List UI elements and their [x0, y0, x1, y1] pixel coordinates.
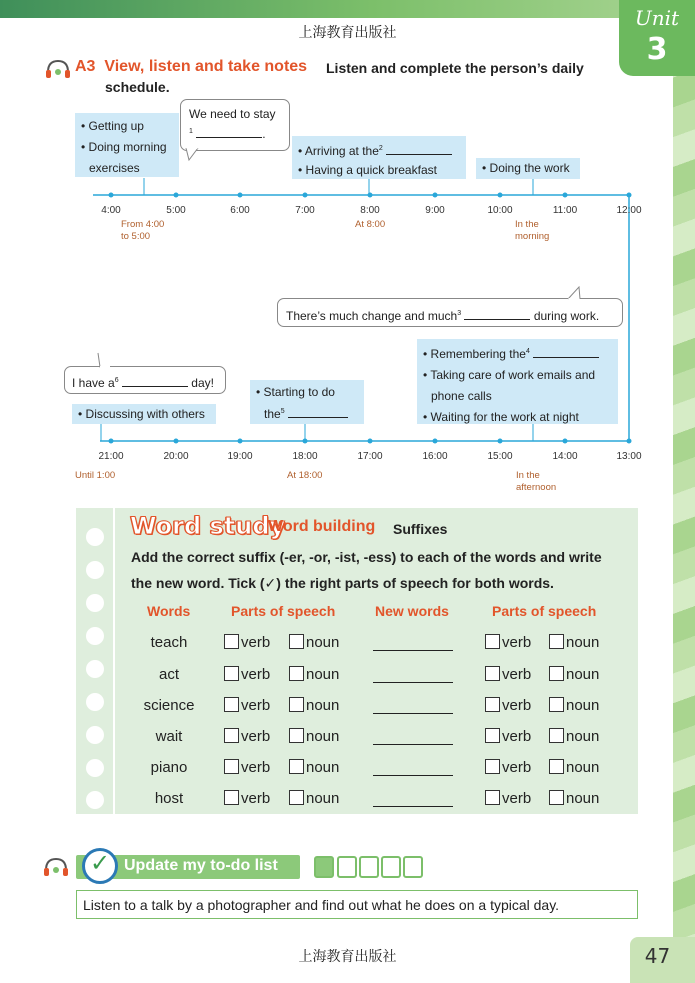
answer-blank-3[interactable] — [464, 308, 530, 320]
timeline-dot — [433, 439, 438, 444]
checkbox[interactable] — [549, 697, 564, 712]
timeline-dot — [627, 193, 632, 198]
timeline-tick-label: 10:00 — [487, 205, 513, 216]
timeline-dot — [498, 439, 503, 444]
checkbox[interactable] — [485, 790, 500, 805]
note-afternoon: • Remembering the$^4$ • Taking care of work emails and phone calls • Waiting for the work at night — [417, 339, 618, 424]
checkbox-label: noun — [306, 634, 340, 651]
note-early-morning: • Getting up • Doing morning exercises — [75, 113, 179, 177]
verb-checkbox[interactable] — [224, 790, 270, 808]
checkbox[interactable] — [289, 697, 304, 712]
noun-checkbox[interactable] — [289, 697, 339, 715]
word-study-word: science — [143, 697, 195, 714]
checkbox-label: verb — [241, 666, 271, 683]
checkbox-label: noun — [306, 728, 340, 745]
checkbox-label: verb — [502, 759, 532, 776]
publisher-bottom: 上海教育出版社 — [298, 949, 397, 965]
word-study-subtitle: Word building — [268, 518, 376, 535]
word-study-instructions — [131, 544, 631, 596]
noun-checkbox[interactable] — [289, 634, 339, 652]
timeline-dot — [368, 193, 373, 198]
speech-bubble-3 — [277, 298, 623, 327]
answer-blank-4[interactable] — [533, 346, 599, 358]
timeline-dot — [563, 193, 568, 198]
new-word-blank[interactable] — [373, 744, 453, 745]
note-arriving: • Arriving at the$^2$ • Having a quick breakfast — [292, 136, 466, 179]
checkbox[interactable] — [224, 666, 239, 681]
checkbox-label: verb — [502, 666, 532, 683]
sublabel-from — [121, 219, 164, 243]
notebook-hole — [86, 759, 104, 777]
timeline-dot — [109, 193, 114, 198]
bubble-text: during work. — [533, 309, 600, 323]
checkbox[interactable] — [224, 790, 239, 805]
sublabel-at8: At 8:00 — [355, 219, 386, 230]
new-word-blank[interactable] — [373, 806, 453, 807]
note-line: Discussing with others — [85, 407, 205, 421]
blank-number: 4 — [525, 348, 530, 355]
timeline-dot — [303, 439, 308, 444]
checkbox-label: verb — [502, 697, 532, 714]
todo-task: Listen to a talk by a photographer and find out what he does on a typical day. — [76, 890, 638, 919]
note-line: Waiting for the work at night — [430, 410, 579, 424]
checkbox[interactable] — [289, 634, 304, 649]
bubble-tail — [566, 286, 586, 300]
checkbox[interactable] — [549, 790, 564, 805]
timeline-dot — [174, 439, 179, 444]
checkbox-label: noun — [566, 728, 600, 745]
new-verb-checkbox[interactable] — [485, 728, 531, 746]
sublabel-morning — [515, 219, 549, 243]
checkbox-label: noun — [566, 697, 600, 714]
sublabel-at18: At 18:00 — [287, 470, 323, 481]
checkbox[interactable] — [485, 759, 500, 774]
note-work: • Doing the work — [476, 158, 580, 179]
blank-number: 5 — [280, 408, 285, 415]
checkbox-label: verb — [502, 728, 532, 745]
timeline-dot — [563, 439, 568, 444]
bubble-text: There’s much change and much — [286, 309, 458, 323]
bubble-text: I have a — [72, 376, 115, 390]
checkbox-label: verb — [241, 634, 271, 651]
noun-checkbox[interactable] — [289, 759, 339, 777]
progress-square[interactable] — [314, 856, 334, 878]
word-study-word: host — [154, 790, 184, 807]
checkbox-label: noun — [306, 697, 340, 714]
timeline-dot — [627, 439, 632, 444]
checkbox[interactable] — [485, 697, 500, 712]
notebook-hole — [86, 660, 104, 678]
timeline-dot — [498, 193, 503, 198]
timeline-tick-label: 8:00 — [360, 205, 380, 216]
bubble-tail — [94, 352, 114, 368]
note-line: Starting to do — [263, 385, 335, 399]
timeline-tick-label: 16:00 — [422, 451, 448, 462]
word-study-topic: Suffixes — [393, 521, 448, 537]
checkbox-label: verb — [241, 728, 271, 745]
new-noun-checkbox[interactable] — [549, 697, 599, 715]
word-study-title: Word study — [130, 512, 286, 540]
answer-blank-5[interactable] — [288, 406, 348, 418]
new-noun-checkbox[interactable] — [549, 728, 599, 746]
note-line: Doing the work — [489, 161, 570, 175]
word-study-word: wait — [155, 728, 183, 745]
new-verb-checkbox[interactable] — [485, 666, 531, 684]
todo-title: Update my to-do list — [124, 857, 278, 874]
new-noun-checkbox[interactable] — [549, 790, 599, 808]
timeline-tick-label: 17:00 — [357, 451, 383, 462]
timeline-dot — [303, 193, 308, 198]
new-verb-checkbox[interactable] — [485, 697, 531, 715]
timeline-tick-label: 14:00 — [552, 451, 578, 462]
speech-bubble-1: We need to stay $^1$ . — [180, 99, 290, 151]
headphones-icon — [42, 856, 70, 883]
checkbox[interactable] — [224, 728, 239, 743]
notebook-hole — [86, 693, 104, 711]
bubble-text: day! — [191, 376, 214, 390]
new-word-blank[interactable] — [373, 775, 453, 776]
note-line: Arriving at the — [304, 144, 379, 158]
timeline-tick-label: 7:00 — [295, 205, 315, 216]
checkbox[interactable] — [289, 790, 304, 805]
new-verb-checkbox[interactable] — [485, 790, 531, 808]
note-line: Getting up — [88, 119, 144, 133]
answer-blank-6[interactable] — [122, 375, 188, 387]
checkbox-label: noun — [566, 790, 600, 807]
checkbox-label: noun — [566, 666, 600, 683]
timeline-dot — [109, 439, 114, 444]
timeline-dot — [368, 439, 373, 444]
progress-square[interactable] — [381, 856, 401, 878]
checkbox-label: noun — [306, 790, 340, 807]
checkbox[interactable] — [485, 666, 500, 681]
header-parts-of-speech-new: Parts of speech — [492, 603, 597, 619]
sublabel-line: In the — [516, 470, 540, 481]
note-starting: • Starting to do the$^5$ — [250, 380, 364, 424]
verb-checkbox[interactable] — [224, 666, 270, 684]
a3-description-cont: schedule. — [105, 79, 170, 95]
timeline-tick-label: 4:00 — [101, 205, 121, 216]
checkbox-label: verb — [241, 697, 271, 714]
progress-square[interactable] — [403, 856, 423, 878]
note-line: Taking care of work emails and — [430, 368, 596, 382]
blank-number: 2 — [378, 145, 383, 152]
timeline-tick-label: 11:00 — [552, 205, 578, 216]
word-study-word: piano — [150, 759, 188, 776]
timeline-dot — [174, 193, 179, 198]
checkmark-icon: ✓ — [82, 848, 118, 884]
checkbox-label: verb — [502, 790, 532, 807]
noun-checkbox[interactable] — [289, 790, 339, 808]
timeline-dot — [238, 439, 243, 444]
checkbox[interactable] — [549, 728, 564, 743]
timeline-tick-label: 9:00 — [425, 205, 445, 216]
note-discussing: • Discussing with others — [72, 404, 216, 424]
a3-description: Listen and complete the person’s daily — [326, 60, 584, 76]
checkbox[interactable] — [549, 666, 564, 681]
notebook-hole — [86, 594, 104, 612]
timeline-tick-label: 19:00 — [227, 451, 253, 462]
timeline-tick-label: 6:00 — [230, 205, 250, 216]
checkbox-label: noun — [566, 759, 600, 776]
header-new-words: New words — [375, 603, 449, 619]
sublabel-until: Until 1:00 — [75, 470, 116, 481]
noun-checkbox[interactable] — [289, 666, 339, 684]
sublabel-line: In the — [515, 219, 539, 230]
notebook-hole — [86, 528, 104, 546]
word-study-word: teach — [150, 634, 188, 651]
note-line: exercises — [89, 161, 140, 175]
checkbox[interactable] — [485, 728, 500, 743]
sublabel-line: to 5:00 — [121, 231, 151, 242]
checkbox-label: verb — [241, 759, 271, 776]
checkbox[interactable] — [224, 697, 239, 712]
note-line: Doing morning — [88, 140, 167, 154]
timeline-tick-label: 15:00 — [487, 451, 513, 462]
timeline-tick-label: 12:00 — [616, 205, 642, 216]
notebook-hole — [86, 561, 104, 579]
timeline-tick-label: 21:00 — [98, 451, 124, 462]
note-line: phone calls — [431, 389, 492, 403]
timeline-tick-label: 13:00 — [616, 451, 642, 462]
sublabel-line: afternoon — [516, 482, 557, 493]
checkbox[interactable] — [549, 759, 564, 774]
unit-label: Unit — [634, 6, 680, 30]
new-verb-checkbox[interactable] — [485, 759, 531, 777]
new-noun-checkbox[interactable] — [549, 666, 599, 684]
header-parts-of-speech: Parts of speech — [231, 603, 336, 619]
note-line: Remembering the — [430, 347, 526, 361]
checkbox[interactable] — [224, 634, 239, 649]
a3-label: A3 — [75, 58, 96, 75]
header-words: Words — [147, 603, 191, 619]
bubble-text: We need to stay — [189, 107, 276, 121]
verb-checkbox[interactable] — [224, 697, 270, 715]
timeline-dot — [238, 193, 243, 198]
sublabel-afternoon — [516, 470, 556, 494]
new-word-blank[interactable] — [373, 682, 453, 683]
sublabel-line: From 4:00 — [121, 219, 165, 230]
checkbox-label: verb — [241, 790, 271, 807]
timeline-dot — [433, 193, 438, 198]
note-line: the — [264, 407, 281, 421]
checkbox[interactable] — [485, 634, 500, 649]
checkbox[interactable] — [289, 759, 304, 774]
verb-checkbox[interactable] — [224, 634, 270, 652]
speech-bubble-6 — [64, 366, 226, 394]
page-number: 47 — [644, 944, 671, 968]
checkbox[interactable] — [224, 759, 239, 774]
notebook-hole — [86, 726, 104, 744]
checkbox-label: verb — [502, 634, 532, 651]
checkbox[interactable] — [289, 728, 304, 743]
timeline-tick-label: 18:00 — [292, 451, 318, 462]
checkbox-label: noun — [306, 759, 340, 776]
notebook-hole — [86, 791, 104, 809]
blank-number: 3 — [457, 310, 462, 317]
checkbox-label: noun — [306, 666, 340, 683]
new-verb-checkbox[interactable] — [485, 634, 531, 652]
instruction-line: Add the correct suffix (-er, -or, -ist, -ess) to each of the words and write — [131, 549, 602, 565]
notebook-hole — [86, 627, 104, 645]
timeline-tick-label: 5:00 — [166, 205, 186, 216]
progress-square[interactable] — [337, 856, 357, 878]
noun-checkbox[interactable] — [289, 728, 339, 746]
new-word-blank[interactable] — [373, 713, 453, 714]
verb-checkbox[interactable] — [224, 759, 270, 777]
note-line: Having a quick breakfast — [305, 163, 437, 177]
a3-heading: View, listen and take notes — [104, 58, 308, 75]
progress-square[interactable] — [359, 856, 379, 878]
sublabel-line: morning — [515, 231, 550, 242]
checkbox-label: noun — [566, 634, 600, 651]
word-study-word: act — [158, 666, 179, 683]
unit-number: 3 — [646, 32, 668, 67]
checkbox[interactable] — [289, 666, 304, 681]
timeline-tick-label: 20:00 — [163, 451, 189, 462]
new-word-blank[interactable] — [373, 650, 453, 651]
verb-checkbox[interactable] — [224, 728, 270, 746]
new-noun-checkbox[interactable] — [549, 759, 599, 777]
publisher-top: 上海教育出版社 — [298, 25, 397, 41]
instruction-line: the new word. Tick (✓) the right parts of speech for both words. — [131, 575, 554, 591]
checkbox[interactable] — [549, 634, 564, 649]
blank-number: 6 — [114, 377, 119, 384]
new-noun-checkbox[interactable] — [549, 634, 599, 652]
blank-number: 1 — [189, 128, 193, 135]
